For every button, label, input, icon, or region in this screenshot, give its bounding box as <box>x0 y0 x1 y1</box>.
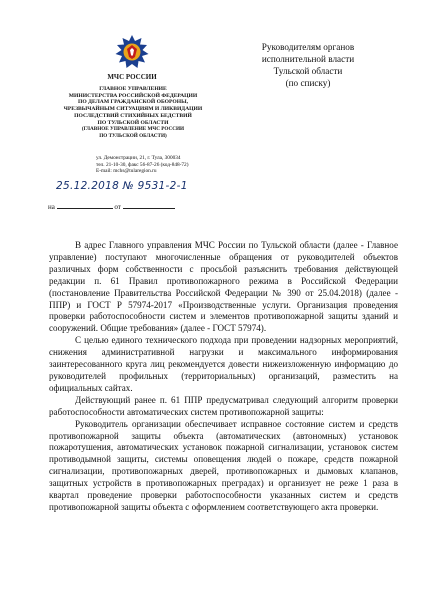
ot-blank <box>123 208 175 209</box>
email: E-mail: mchs@tularegion.ru <box>96 168 157 175</box>
paragraph: В адрес Главного управления МЧС России по Тульской области (далее - Главное управление) поступают многочисленные обращения от руководителей объектов различных форм собственности с просьбой разъяснить требования действующей редакции п. 61 Правил противопожарного режима в Российской Федерации (постановление Правительства Российской Федерации № 390 от 25.04.2018) (далее - ППР) и ГОСТ Р 57974-2017 «Производственные услуги. Организация проведения проверки работоспособности систем и элементов противопожарной защиты зданий и сооружений. Общие требования» (далее - ГОСТ 57974). <box>49 240 398 334</box>
letter-body <box>49 240 398 514</box>
addressee-line: Руководителям органов <box>261 42 355 52</box>
na-label: на <box>48 203 55 211</box>
org-line: ПО ТУЛЬСКОЙ ОБЛАСТИ <box>97 119 169 126</box>
addressee-line: исполнительной власти <box>261 54 355 64</box>
contacts-block <box>96 155 226 175</box>
org-full-name <box>40 86 226 140</box>
addressee-line: (по списку) <box>285 78 331 88</box>
reference-line <box>48 203 175 211</box>
org-line: МИНИСТЕРСТВА РОССИЙСКОЙ ФЕДЕРАЦИИ <box>68 92 198 99</box>
emchs-emblem-icon <box>114 34 150 72</box>
paragraph: Действующий ранее п. 61 ППР предусматривал следующий алгоритм проверки работоспособности автоматических систем противопожарной защиты: <box>49 394 398 417</box>
address: ул. Демонстрации, 21, г. Тула, 300034 <box>96 155 181 161</box>
org-line: ПО ДЕЛАМ ГРАЖДАНСКОЙ ОБОРОНЫ, <box>78 99 188 106</box>
org-line: ЧРЕЗВЫЧАЙНЫМ СИТУАЦИЯМ И ЛИКВИДАЦИИ <box>63 106 203 113</box>
handwritten-date-number: 25.12.2018 № 9531-2-1 <box>56 180 188 192</box>
org-line: (ГЛАВНОЕ УПРАВЛЕНИЕ МЧС РОССИИ <box>81 126 185 133</box>
phone: тел. 21-10-30, факс 56-87-26 (код-848-72) <box>96 161 189 168</box>
paragraph: С целью единого технического подхода при проведении надзорных мероприятий, снижения административной нагрузки и максимального информирования заинтересованного круга лиц рекомендуется довести нижеизложенную информацию до руководителей профильных (территориальных) организаций, разместить на официальных сайтах. <box>49 335 398 393</box>
paragraph: Руководитель организации обеспечивает исправное состояние систем и средств противопожарной защиты объекта (автоматических (автономных) установок пожаротушения, автоматических установок пожарной сигнализации, установок систем противодымной защиты, системы оповещения людей о пожаре, средств пожарной сигнализации, противопожарных дверей, противопожарных и дымовых клапанов, защитных устройств в противопожарных преградах) и организует не реже 1 раза в квартал проведение проверки работоспособности указанных систем и средств противопожарной защиты объекта с оформлением соответствующего акта проверки. <box>49 418 398 512</box>
addressee-block <box>248 41 368 89</box>
ot-label: от <box>114 203 121 211</box>
org-line: ПОСЛЕДСТВИЙ СТИХИЙНЫХ БЕДСТВИЙ <box>74 112 192 119</box>
org-line: ПО ТУЛЬСКОЙ ОБЛАСТИ) <box>99 132 167 139</box>
addressee-line: Тульской области <box>273 66 343 76</box>
na-blank <box>57 208 113 209</box>
org-line: ГЛАВНОЕ УПРАВЛЕНИЕ <box>99 86 167 92</box>
org-short-name: МЧС РОССИИ <box>107 73 157 81</box>
